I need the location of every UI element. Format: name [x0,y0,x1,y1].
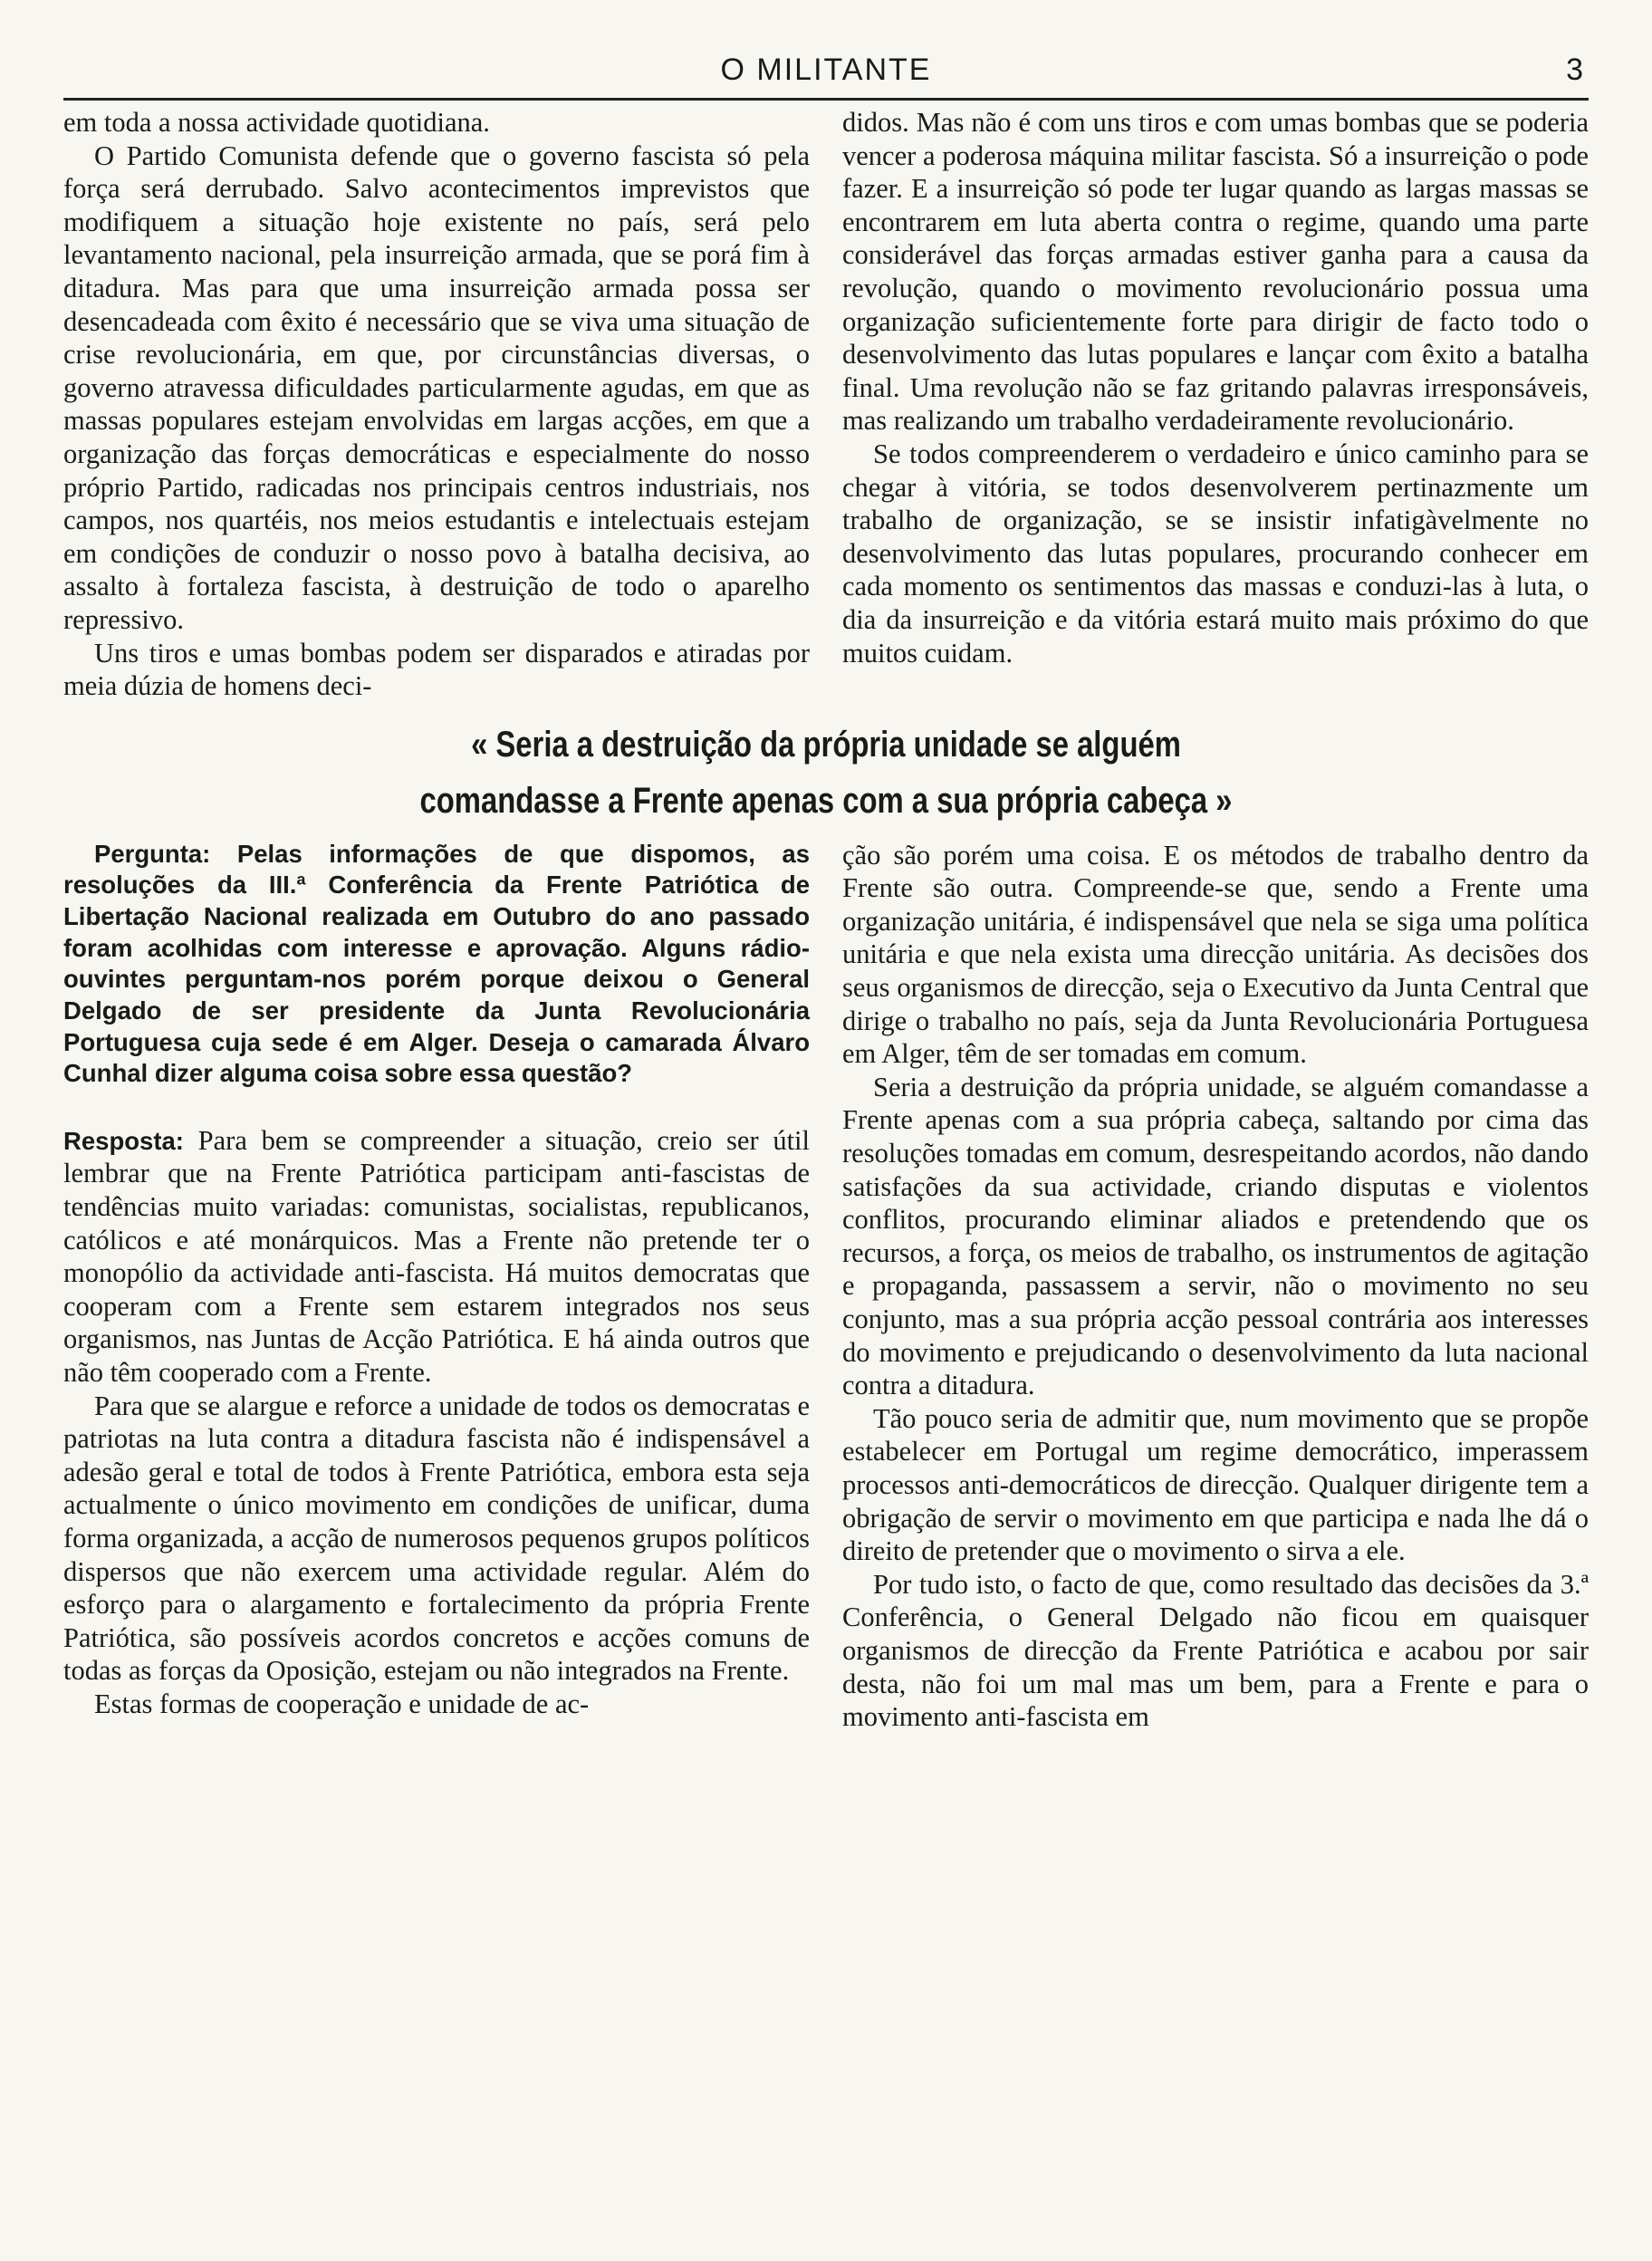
answer-label: Resposta: [63,1126,184,1155]
paragraph: Se todos compreenderem o verdadeiro e único caminho para se chegar à vitória, se todos desenvolverem pertinazmente um trabalho de organização, se se insistir infatigàvelmente no desenvolvimento das lutas populares, procurando conhecer em cada momento os sentimentos das massas e conduzi-las à luta, o dia da insurreição e da vitória estará muito mais próximo do que muitos cuidam. [842,438,1589,669]
paragraph: Seria a destruição da própria unidade, se alguém comandasse a Frente apenas com a sua própria cabeça, saltando por cima das resoluções tomadas em comum, desrespeitando acordos, não dando satisfações da sua actividade, criando disputas e violentos conflitos, procurando eliminar aliados e pretendendo que os recursos, a força, os meios de trabalho, os instrumentos de agitação e propaganda, passassem a servir, não o movimento no seu conjunto, mas a sua própria acção pessoal contrária aos interesses do movimento e prejudicando o desenvolvimento da luta nacional contra a ditadura. [842,1071,1589,1401]
paragraph: Por tudo isto, o facto de que, como resultado das decisões da 3.ª Conferência, o General Delgado não ficou em quaisquer organismos de direcção da Frente Patriótica e acabou por sair desta, não foi um mal mas um bem, para a Frente e para o movimento anti-fascista em [842,1568,1589,1733]
left-column [63,106,810,703]
question-label: Pergunta: [94,839,211,868]
headline-line-2: comandasse a Frente apenas com a sua própria cabeça » [419,780,1233,821]
page-header [63,47,1589,101]
interview-article [63,839,1589,1734]
answer-text: Para bem se compreender a situação, creio ser útil lembrar que na Frente Patriótica participam anti-fascistas de tendências muito variadas: comunistas, socialistas, republicanos, católicos e até monárquicos. Mas a Frente não pretende ter o monopólio da actividade anti-fascista. Há muitos democratas que cooperam com a Frente sem estarem integrados nos seus organismos, nas Juntas de Acção Patriótica. E há ainda outros que não têm cooperado com a Frente. [63,1124,810,1388]
paragraph: didos. Mas não é com uns tiros e com umas bombas que se poderia vencer a poderosa máquina militar fascista. Só a insurreição o pode fazer. E a insurreição só pode ter lugar quando as largas massas se encontrarem em luta aberta contra o regime, quando uma parte considerável das forças armadas estiver ganha para a causa da revolução, quando o movimento revolucionário possua uma organização suficientemente forte para dirigir de facto todo o desenvolvimento das lutas populares e lançar com êxito a batalha final. Uma revolução não se faz gritando palavras irresponsáveis, mas realizando um trabalho verdadeiramente revolucionário. [842,107,1589,437]
article-headline [201,726,1452,819]
page-number: 3 [1566,53,1583,87]
paragraph: Estas formas de cooperação e unidade de ac- [94,1688,590,1719]
question-text: Pelas informações de que dispomos, as resoluções da III.ª Conferência da Frente Patriótica de Libertação Nacional realizada em Outubro do ano passado foram acolhidas com interesse e aprovação. Alguns rádio-ouvintes perguntam-nos porém porque deixou o General Delgado de ser presidente da Junta Revolucionária Portuguesa cuja sede é em Alger. Deseja o camarada Álvaro Cunhal dizer alguma coisa sobre essa questão? [63,839,810,1088]
paragraph: O Partido Comunista defende que o governo fascista só pela força será derrubado. Salvo acontecimentos imprevistos que modifiquem a situação hoje existente no país, será pelo levantamento nacional, pela insurreição armada, que se porá fim à ditadura. Mas para que uma insurreição armada possa ser desencadeada com êxito é necessário que se viva uma situação de crise revolucionária, em que, por circunstâncias diversas, o governo atravessa dificuldades particularmente agudas, em que as massas populares estejam envolvidas em largas acções, em que a organização das forças democráticas e especialmente do nosso próprio Partido, radicadas nos principais centros industriais, nos campos, nos quartéis, nos meios estudantis e intelectuais estejam em condições de conduzir o nosso povo à batalha decisiva, ao assalto à fortaleza fascista, à destruição de todo o aparelho repressivo. [63,140,810,635]
paragraph: Para que se alargue e reforce a unidade de todos os democratas e patriotas na luta contra a ditadura fascista não é indispensável a adesão geral e total de todos à Frente Patriótica, embora esta seja actualmente o único movimento em condições de unificar, duma forma organizada, a acção de numerosos pequenos grupos políticos dispersos que não exercem uma actividade regular. Além do esforço para o alargamento e fortalecimento da própria Frente Patriótica, são possíveis acordos concretos e acções comuns de todas as forças da Oposição, estejam ou não integrados na Frente. [63,1390,810,1687]
paragraph: Uns tiros e umas bombas podem ser disparados e atiradas por meia dúzia de homens deci- [63,637,810,702]
paragraph: em toda a nossa actividade quotidiana. [63,107,490,138]
left-column [63,839,810,1734]
spacer [63,1090,810,1124]
paragraph: ção são porém uma coisa. E os métodos de trabalho dentro da Frente são outra. Compreende-se que, sendo a Frente uma organização unitária, é indispensável que nela se siga uma política unitária e que nela exista uma direcção unitária. As decisões dos seus organismos de direcção, seja o Executivo da Junta Central que dirige o trabalho no país, seja da Junta Revolucionária Portuguesa em Alger, têm de ser tomadas em comum. [842,839,1589,1070]
paragraph: Tão pouco seria de admitir que, num movimento que se propõe estabelecer em Portugal um regime democrático, imperassem processos anti-democráticos de direcção. Qualquer dirigente tem a obrigação de servir o movimento em que participa e nada lhe dá o direito de pretender que o movimento o sirva a ele. [842,1402,1589,1567]
article-continuation [63,106,1589,703]
right-column [842,106,1589,703]
headline-line-1: « Seria a destruição da própria unidade se alguém [471,724,1181,765]
interview-question [63,839,810,1090]
right-column [842,839,1589,1734]
answer-paragraph [63,1124,810,1390]
newspaper-title: O MILITANTE [720,53,932,87]
